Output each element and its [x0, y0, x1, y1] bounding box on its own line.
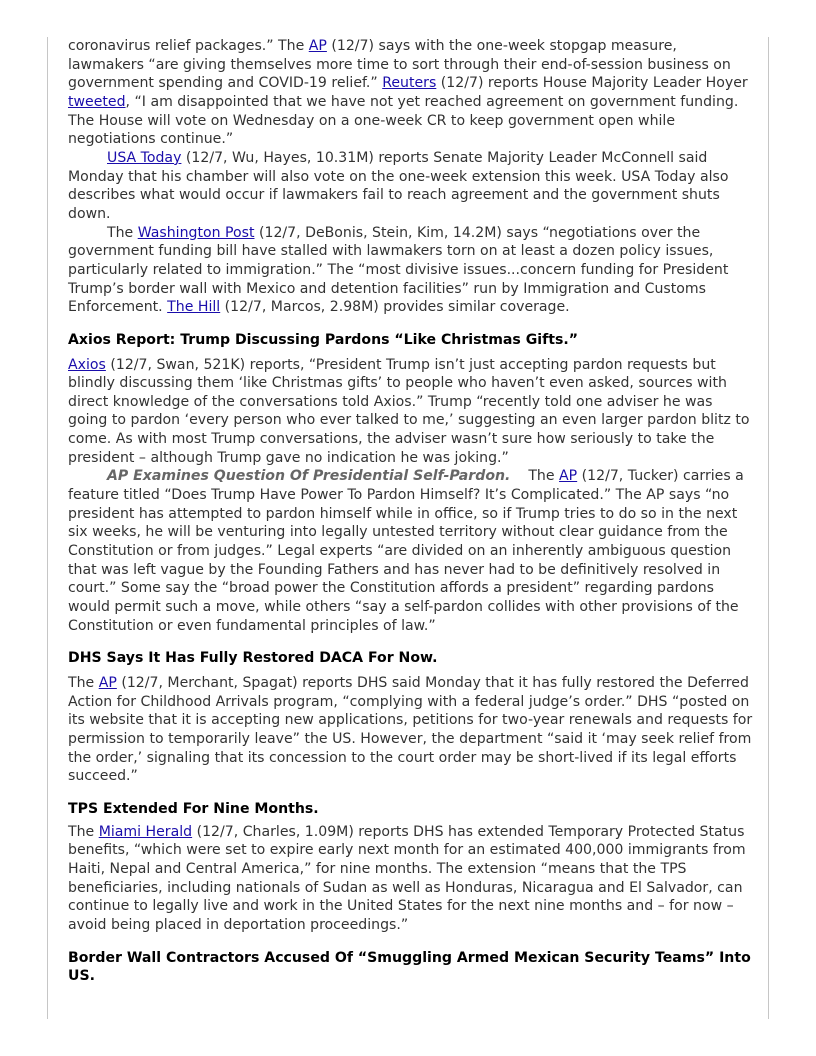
axios-heading: Axios Report: Trump Discussing Pardons “Like Christmas Gifts.” [68, 331, 578, 348]
text-run: (12/7) says with the one-week stopgap measure, lawmakers “are giving themselves more time to sort through their end-of-session business on government spending and COVID-19 relief.” [68, 38, 731, 92]
text-run: (12/7, DeBonis, Stein, Kim, 14.2M) says “negotiations over the government funding bill have stalled with lawmakers torn on at least a dozen policy issues, particularly related to immigration.” The “most divisive issues...concern funding for President Trump’s border wall with Mexico and detention facilities” run by Immigration and Customs Enforcement. [68, 224, 729, 316]
left-margin-rule [47, 37, 48, 1019]
text-run: (12/7, Charles, 1.09M) reports DHS has extended Temporary Protected Status benefits, “which were set to expire early next month for an estimated 400,000 immigrants from Haiti, Nepal and Central America,” for nine months. The extension “means that the TPS beneficiaries, including nationals of Sudan as well as Honduras, Nicaragua and El Salvador, can continue to legally live and work in the United States for the next nine months and – for now – avoid being placed in deportation proceedings.” [68, 823, 746, 933]
intro-paragraph-2 [68, 149, 754, 224]
axios-paragraph-2 [68, 467, 754, 635]
intro-paragraph-3 [68, 224, 754, 317]
text-run: (12/7) reports House Majority Leader Hoyer [436, 75, 748, 92]
usa-today-link[interactable]: USA Today [107, 149, 182, 166]
tps-paragraph-1 [68, 823, 754, 935]
text-run: The [68, 675, 99, 691]
tps-heading: TPS Extended For Nine Months. [68, 800, 319, 817]
text-run: (12/7, Wu, Hayes, 10.31M) reports Senate Majority Leader McConnell said Monday that his chamber will also vote on the one-week extension this week. USA Today also describes what would occur if lawmakers fail to reach agreement and the government shuts down. [68, 149, 729, 222]
document-body [68, 37, 754, 986]
the-hill-link[interactable]: The Hill [167, 299, 221, 316]
intro-paragraph-1 [68, 37, 754, 149]
text-run: (12/7, Marcos, 2.98M) provides similar coverage. [220, 299, 570, 316]
text-run: (12/7, Merchant, Spagat) reports DHS said Monday that it has fully restored the Deferred Action for Childhood Arrivals program, “complying with a federal judge’s order.” DHS “posted on its website that it is accepting new applications, petitions for two-year renewals and requests for permission to temporarily leave” the US. However, the department “said it ‘may seek relief from the order,’ signaling that its concession to the court order may be short-lived if its legal efforts succeed.” [68, 675, 753, 785]
ap-link[interactable]: AP [308, 38, 327, 54]
text-run: coronavirus relief packages.” The [68, 38, 309, 54]
text-run: The [68, 823, 99, 840]
axios-link[interactable]: Axios [68, 356, 106, 373]
text-run: The [528, 468, 560, 485]
washington-post-link[interactable]: Washington Post [137, 224, 255, 241]
right-margin-rule [768, 37, 769, 1019]
text-run: (12/7, Tucker) carries a feature titled “Does Trump Have Power To Pardon Himself? It’s Complicated.” The AP says “no president has attempted to pardon himself while in office, so if Trump tries to do so in the next six weeks, he will be venturing into legally untested territory without clear guidance from the Constitution or from judges.” Legal experts “are divided on an inherently ambiguous question that was left vague by the Founding Fathers and has never had to be definitively resolved in court.” Some say the “broad power the Constitution affords a president” regarding pardons would permit such a move, while others “say a self-pardon collides with other provisions of the Constitution or even fundamental principles of law.” [68, 468, 744, 634]
axios-paragraph-1 [68, 356, 754, 468]
text-run: (12/7, Swan, 521K) reports, “President Trump isn’t just accepting pardon requests but blindly discussing them ‘like Christmas gifts’ to people who haven’t even asked, sources with direct knowledge of the conversations told Axios.” Trump “recently told one adviser he was going to pardon ‘every person who ever talked to me,’ suggesting an even larger pardon blitz to come. As with most Trump conversations, the adviser wasn’t sure how seriously to take the president – although Trump gave no indication he was joking.” [68, 356, 750, 466]
text-run: The [107, 224, 138, 241]
reuters-link[interactable]: Reuters [382, 75, 437, 92]
text-run: , “I am disappointed that we have not yet reached agreement on government funding. The House will vote on Wednesday on a one-week CR to keep government open while negotiations continue.” [68, 93, 739, 148]
daca-paragraph-1 [68, 674, 754, 786]
ap-link[interactable]: AP [98, 675, 117, 691]
border-wall-heading: Border Wall Contractors Accused Of “Smuggling Armed Mexican Security Teams” Into US. [68, 949, 751, 985]
self-pardon-subheading: AP Examines Question Of Presidential Self-Pardon. [107, 468, 511, 485]
ap-link[interactable]: AP [559, 468, 578, 485]
daca-heading: DHS Says It Has Fully Restored DACA For Now. [68, 650, 438, 667]
tweeted-link[interactable]: tweeted [68, 93, 126, 110]
miami-herald-link[interactable]: Miami Herald [98, 823, 193, 840]
